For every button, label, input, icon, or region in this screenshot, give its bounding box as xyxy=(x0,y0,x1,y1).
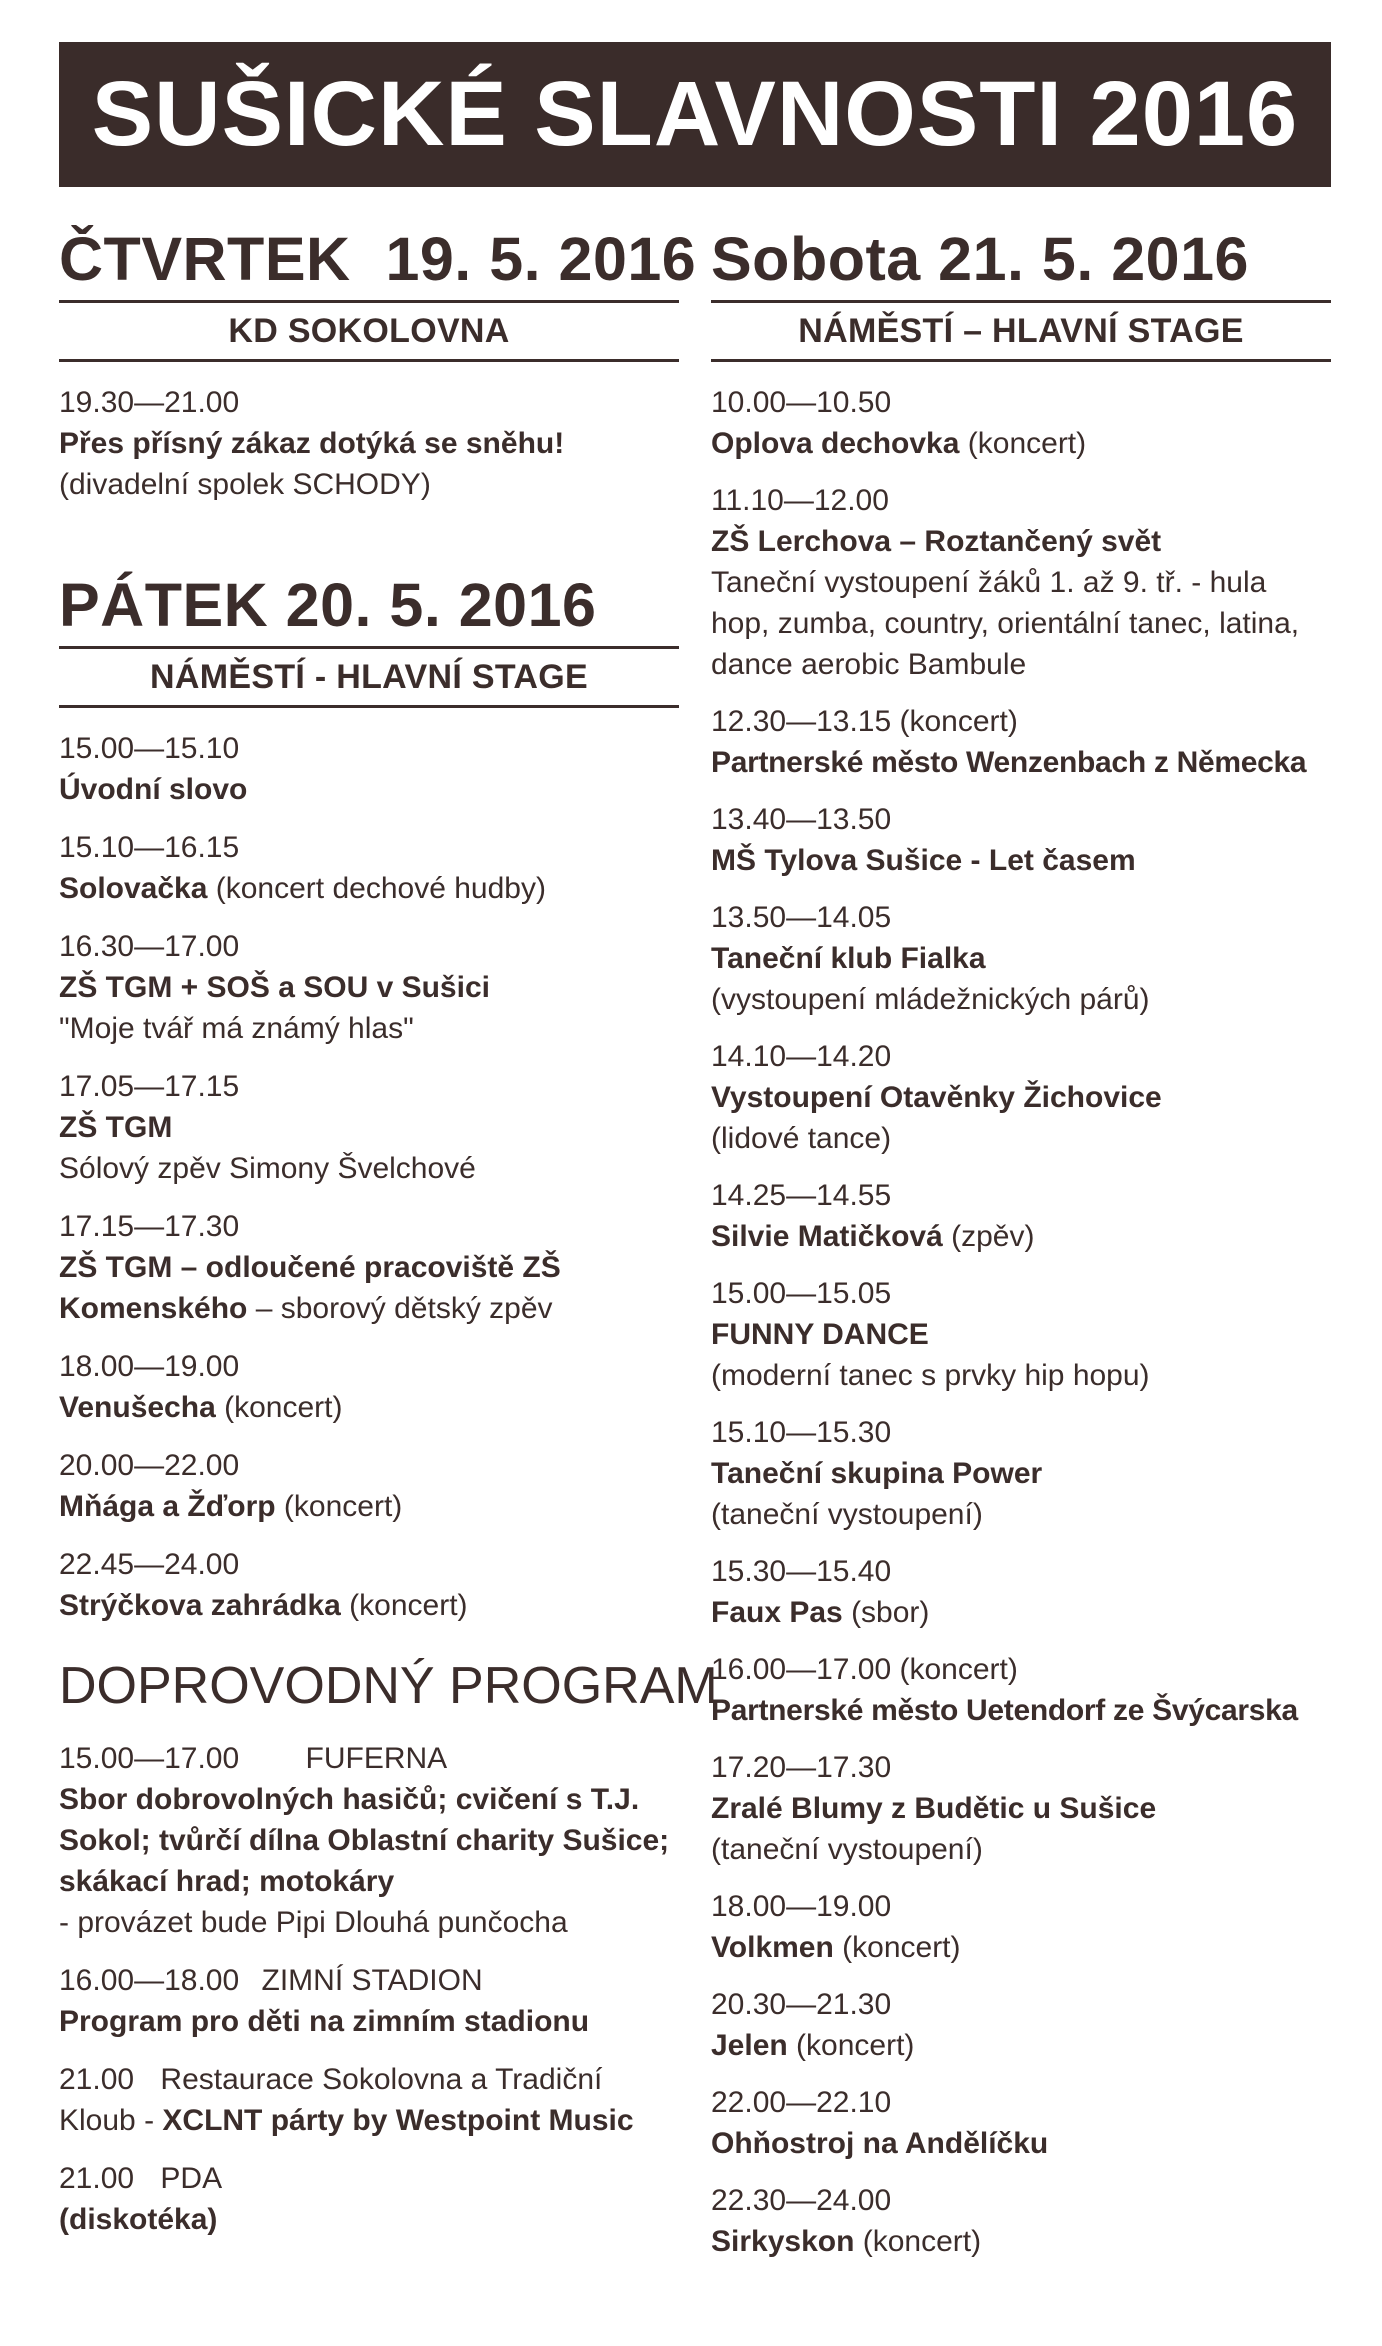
item-title: ZŠ Lerchova – Roztančený svět xyxy=(711,525,1162,558)
thursday-venue: KD SOKOLOVNA xyxy=(59,300,679,362)
schedule-item xyxy=(711,1273,1331,1396)
thursday-title: ČTVRTEK 19. 5. 2016 xyxy=(59,225,697,293)
item-title: Sbor dobrovolných hasičů; cvičení s T.J. Sokol; tvůrčí dílna Oblastní charity Sušice; skákací hrad; motokáry xyxy=(59,1783,670,1898)
item-time: 13.40—13.50 xyxy=(711,803,892,836)
item-time: 11.10—12.00 xyxy=(711,484,889,517)
item-desc: - provázet bude Pipi Dlouhá punčocha xyxy=(59,1906,568,1939)
item-time: 21.00 xyxy=(59,2063,135,2096)
saturday-venue: NÁMĚSTÍ – HLAVNÍ STAGE xyxy=(711,300,1331,362)
item-title: MŠ Tylova Sušice - Let časem xyxy=(711,844,1136,877)
friday-title: PÁTEK 20. 5. 2016 xyxy=(59,571,597,639)
item-title: ZŠ TGM + SOŠ a SOU v Sušici xyxy=(59,971,490,1004)
schedule-item xyxy=(711,799,1331,881)
item-title: Faux Pas xyxy=(711,1596,843,1629)
item-time: 15.30—15.40 xyxy=(711,1555,892,1588)
item-place: PDA xyxy=(160,2162,223,2195)
item-place: ZIMNÍ STADION xyxy=(261,1964,483,1997)
item-title: Přes přísný zákaz dotýká se sněhu! xyxy=(59,427,565,460)
item-time: 22.45—24.00 xyxy=(59,1548,240,1581)
item-title: Program pro děti na zimním stadionu xyxy=(59,2005,590,2038)
item-title: Oplova dechovka xyxy=(711,427,960,460)
left-column xyxy=(59,222,718,2257)
item-note: (koncert) xyxy=(340,1589,468,1622)
program-schedule xyxy=(59,1738,679,2240)
schedule-item xyxy=(711,1886,1331,1968)
item-note: (koncert dechové hudby) xyxy=(207,872,546,905)
item-title: Sirkyskon xyxy=(711,2225,855,2258)
schedule-item xyxy=(711,1551,1331,1633)
item-title: Mňága a Žďorp xyxy=(59,1490,276,1523)
item-time: 15.00—15.05 xyxy=(711,1277,892,1310)
schedule-item xyxy=(59,1346,679,1428)
schedule-item xyxy=(59,926,679,1049)
friday-venue: NÁMĚSTÍ - HLAVNÍ STAGE xyxy=(59,646,679,708)
item-time: 21.00 xyxy=(59,2162,135,2195)
item-title: FUNNY DANCE xyxy=(711,1318,929,1351)
item-time: 16.00—17.00 (koncert) xyxy=(711,1653,1018,1686)
item-time: 15.00—17.00 xyxy=(59,1742,240,1775)
schedule-item xyxy=(59,1206,679,1329)
program-item xyxy=(59,1738,679,1943)
item-desc: "Moje tvář má známý hlas" xyxy=(59,1012,414,1045)
program-item xyxy=(59,2158,679,2240)
item-time: 17.05—17.15 xyxy=(59,1070,240,1103)
schedule-item xyxy=(59,1544,679,1626)
item-title: Volkmen xyxy=(711,1931,834,1964)
thursday-schedule xyxy=(59,382,679,505)
poster-title: SUŠICKÉ SLAVNOSTI 2016 xyxy=(59,42,1331,187)
item-time: 13.50—14.05 xyxy=(711,901,892,934)
schedule-item xyxy=(711,382,1331,464)
item-time: 15.10—15.30 xyxy=(711,1416,892,1449)
item-desc: Taneční vystoupení žáků 1. až 9. tř. - hula hop, zumba, country, orientální tanec, latina, dance aerobic Bambule xyxy=(711,566,1300,681)
item-desc: Sólový zpěv Simony Švelchové xyxy=(59,1152,476,1185)
program-item xyxy=(59,2059,679,2141)
item-title: Jelen xyxy=(711,2029,788,2062)
schedule-item xyxy=(59,1066,679,1189)
schedule-item xyxy=(711,2082,1331,2164)
item-desc: (vystoupení mládežnických párů) xyxy=(711,983,1150,1016)
item-title: ZŠ TGM xyxy=(59,1111,173,1144)
item-title: (diskotéka) xyxy=(59,2203,218,2236)
item-note: (zpěv) xyxy=(942,1220,1035,1253)
item-title: XCLNT párty by Westpoint Music xyxy=(162,2104,634,2137)
item-note: (koncert) xyxy=(854,2225,982,2258)
item-time: 17.20—17.30 xyxy=(711,1751,892,1784)
friday-schedule xyxy=(59,728,679,1626)
item-time: 20.30—21.30 xyxy=(711,1988,892,2021)
item-title: Vystoupení Otavěnky Žichovice xyxy=(711,1081,1162,1114)
schedule-item xyxy=(711,897,1331,1020)
schedule-item xyxy=(711,1649,1331,1731)
schedule-item xyxy=(711,701,1331,783)
schedule-item xyxy=(711,2180,1331,2262)
schedule-item xyxy=(711,1747,1331,1870)
item-title: Solovačka xyxy=(59,872,208,905)
item-note: (koncert) xyxy=(959,427,1087,460)
item-time: 17.15—17.30 xyxy=(59,1210,240,1243)
item-time: 10.00—10.50 xyxy=(711,386,892,419)
item-place: Restaurace Sokolovna a Tradiční Kloub - xyxy=(59,2063,603,2137)
right-column xyxy=(711,222,1331,2278)
item-note: (koncert) xyxy=(215,1391,343,1424)
item-title: ZŠ TGM – odloučené pracoviště ZŠ Komenského xyxy=(59,1251,561,1325)
item-time: 16.00—18.00 xyxy=(59,1964,240,1997)
item-desc: (lidové tance) xyxy=(711,1122,892,1155)
item-title: Silvie Matičková xyxy=(711,1220,943,1253)
item-title: Taneční klub Fialka xyxy=(711,942,986,975)
item-note: (koncert) xyxy=(833,1931,961,1964)
item-place: FUFERNA xyxy=(305,1742,448,1775)
schedule-item xyxy=(711,1036,1331,1159)
item-note: (koncert) xyxy=(275,1490,403,1523)
item-time: 16.30—17.00 xyxy=(59,930,240,963)
saturday-title: Sobota 21. 5. 2016 xyxy=(711,225,1249,293)
item-time: 22.00—22.10 xyxy=(711,2086,892,2119)
schedule-item xyxy=(711,1984,1331,2066)
program-item xyxy=(59,1960,679,2042)
item-title: Úvodní slovo xyxy=(59,773,248,806)
item-desc: (divadelní spolek SCHODY) xyxy=(59,468,431,501)
item-title: Strýčkova zahrádka xyxy=(59,1589,341,1622)
item-time: 18.00—19.00 xyxy=(59,1350,240,1383)
schedule-item xyxy=(711,1412,1331,1535)
schedule-item xyxy=(711,480,1331,685)
item-desc: (taneční vystoupení) xyxy=(711,1498,983,1531)
item-time: 14.10—14.20 xyxy=(711,1040,892,1073)
item-desc: (taneční vystoupení) xyxy=(711,1833,983,1866)
schedule-item xyxy=(59,382,679,505)
item-note: – sborový dětský zpěv xyxy=(247,1292,553,1325)
item-title: Partnerské město Uetendorf ze Švýcarska xyxy=(711,1694,1298,1727)
item-title: Ohňostroj na Andělíčku xyxy=(711,2127,1049,2160)
item-title: Taneční skupina Power xyxy=(711,1457,1043,1490)
item-title: Zralé Blumy z Budětic u Sušice xyxy=(711,1792,1157,1825)
item-note: (koncert) xyxy=(787,2029,915,2062)
schedule-item xyxy=(59,827,679,909)
saturday-schedule xyxy=(711,382,1331,2262)
item-time: 22.30—24.00 xyxy=(711,2184,892,2217)
item-time: 20.00—22.00 xyxy=(59,1449,240,1482)
item-time: 18.00—19.00 xyxy=(711,1890,892,1923)
schedule-item xyxy=(711,1175,1331,1257)
item-time: 12.30—13.15 (koncert) xyxy=(711,705,1018,738)
item-time: 19.30—21.00 xyxy=(59,386,240,419)
item-time: 15.00—15.10 xyxy=(59,732,240,765)
item-time: 15.10—16.15 xyxy=(59,831,240,864)
schedule-item xyxy=(59,1445,679,1527)
item-desc: (moderní tanec s prvky hip hopu) xyxy=(711,1359,1150,1392)
item-title: Partnerské město Wenzenbach z Německa xyxy=(711,746,1307,779)
item-time: 14.25—14.55 xyxy=(711,1179,892,1212)
program-title: DOPROVODNÝ PROGRAM xyxy=(59,1657,718,1715)
item-note: (sbor) xyxy=(842,1596,930,1629)
schedule-item xyxy=(59,728,679,810)
item-title: Venušecha xyxy=(59,1391,216,1424)
